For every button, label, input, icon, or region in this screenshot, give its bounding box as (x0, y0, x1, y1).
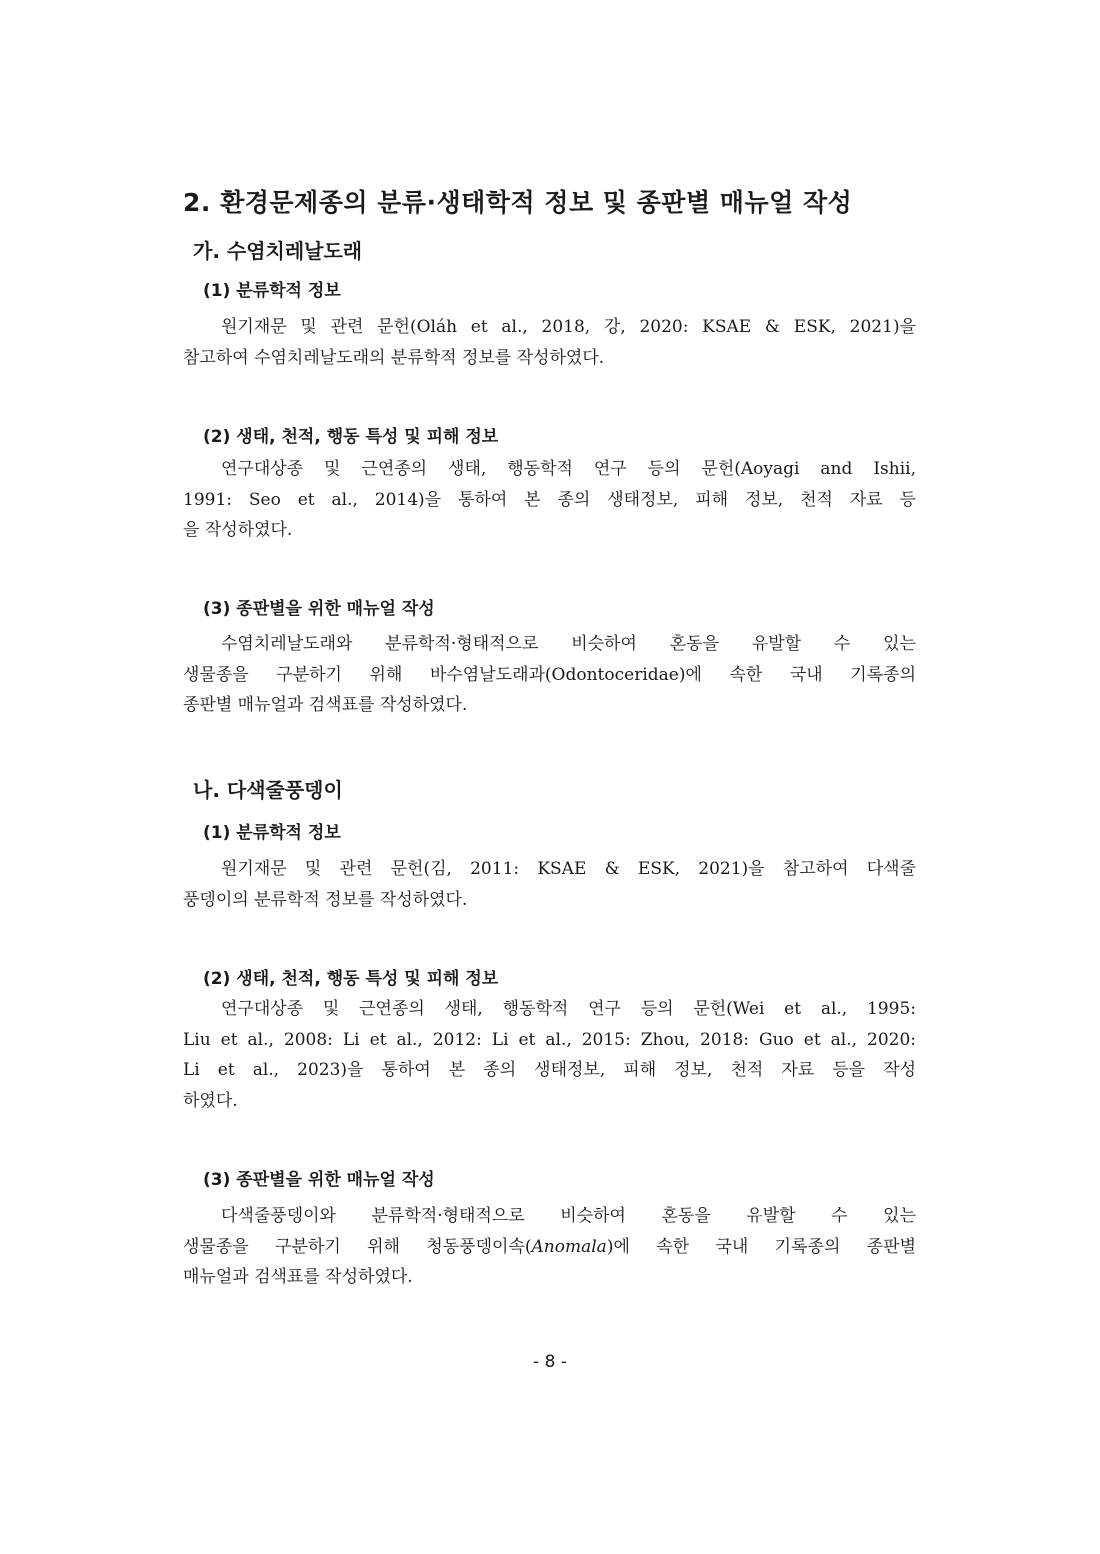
paragraph-line (183, 1232, 916, 1263)
paragraph-line: 1991: Seo et al., 2014)을 통하여 본 종의 생태정보, 피해 정보, 천적 자료 등 (183, 489, 916, 510)
paragraph-b2 (183, 994, 916, 1116)
paragraph-line: 참고하여 수염치레날도래의 분류학적 정보를 작성하였다. (183, 347, 605, 368)
paragraph-line: 연구대상종 및 근연종의 생태, 행동학적 연구 등의 문헌(Wei et al., 1995: (221, 999, 916, 1019)
paragraph-line: Liu et al., 2008: Li et al., 2012: Li et al., 2015: Zhou, 2018: Guo et al., 2020: (183, 1029, 916, 1050)
paragraph-line: 풍뎅이의 분류학적 정보를 작성하였다. (183, 889, 468, 910)
heading-b3: (3) 종판별을 위한 매뉴얼 작성 (203, 1170, 435, 1190)
paragraph-line: 연구대상종 및 근연종의 생태, 행동학적 연구 등의 문헌(Aoyagi and Ishii, (221, 459, 916, 479)
paragraph-line: 을 작성하였다. (183, 520, 293, 540)
paragraph-b1 (183, 854, 916, 915)
paragraph-a1 (183, 312, 916, 373)
heading-a3: (3) 종판별을 위한 매뉴얼 작성 (203, 599, 435, 619)
paragraph-a3 (183, 629, 916, 721)
paragraph-line: 원기재문 및 관련 문헌(Oláh et al., 2018, 강, 2020: KSAE & ESK, 2021)을 (221, 317, 916, 337)
paragraph-a2 (183, 454, 916, 546)
subsection-title-a: 가. 수염치레날도래 (193, 239, 363, 263)
paragraph-line: 수염치레날도래와 분류학적·형태적으로 비슷하여 혼동을 유발할 수 있는 (221, 634, 916, 654)
paragraph-line: 원기재문 및 관련 문헌(김, 2011: KSAE & ESK, 2021)을 참고하여 다색줄 (221, 859, 916, 879)
text-run: )에 속한 국내 기록종의 종판별 (606, 1236, 916, 1257)
paragraph-line: 매뉴얼과 검색표를 작성하였다. (183, 1267, 413, 1287)
heading-a1: (1) 분류학적 정보 (203, 281, 341, 301)
paragraph-line: Li et al., 2023)을 통하여 본 종의 생태정보, 피해 정보, 천적 자료 등을 작성 (183, 1060, 916, 1080)
paragraph-line: 하였다. (183, 1090, 238, 1111)
heading-b2: (2) 생태, 천적, 행동 특성 및 피해 정보 (203, 969, 499, 989)
paragraph-line: 종판별 매뉴얼과 검색표를 작성하였다. (183, 695, 468, 715)
heading-b1: (1) 분류학적 정보 (203, 823, 341, 843)
section-title: 2. 환경문제종의 분류·생태학적 정보 및 종판별 매뉴얼 작성 (183, 188, 853, 217)
subsection-title-b: 나. 다색줄풍뎅이 (193, 778, 343, 802)
paragraph-b3 (183, 1201, 916, 1293)
paragraph-line: 생물종을 구분하기 위해 바수염날도래과(Odontoceridae)에 속한 국내 기록종의 (183, 664, 916, 685)
genus-name: Anomala (531, 1236, 607, 1257)
paragraph-line: 다색줄풍뎅이와 분류학적·형태적으로 비슷하여 혼동을 유발할 수 있는 (221, 1206, 916, 1226)
heading-a2: (2) 생태, 천적, 행동 특성 및 피해 정보 (203, 427, 499, 447)
page-number: - 8 - (533, 1352, 567, 1372)
text-run: 생물종을 구분하기 위해 청동풍뎅이속( (183, 1236, 532, 1257)
